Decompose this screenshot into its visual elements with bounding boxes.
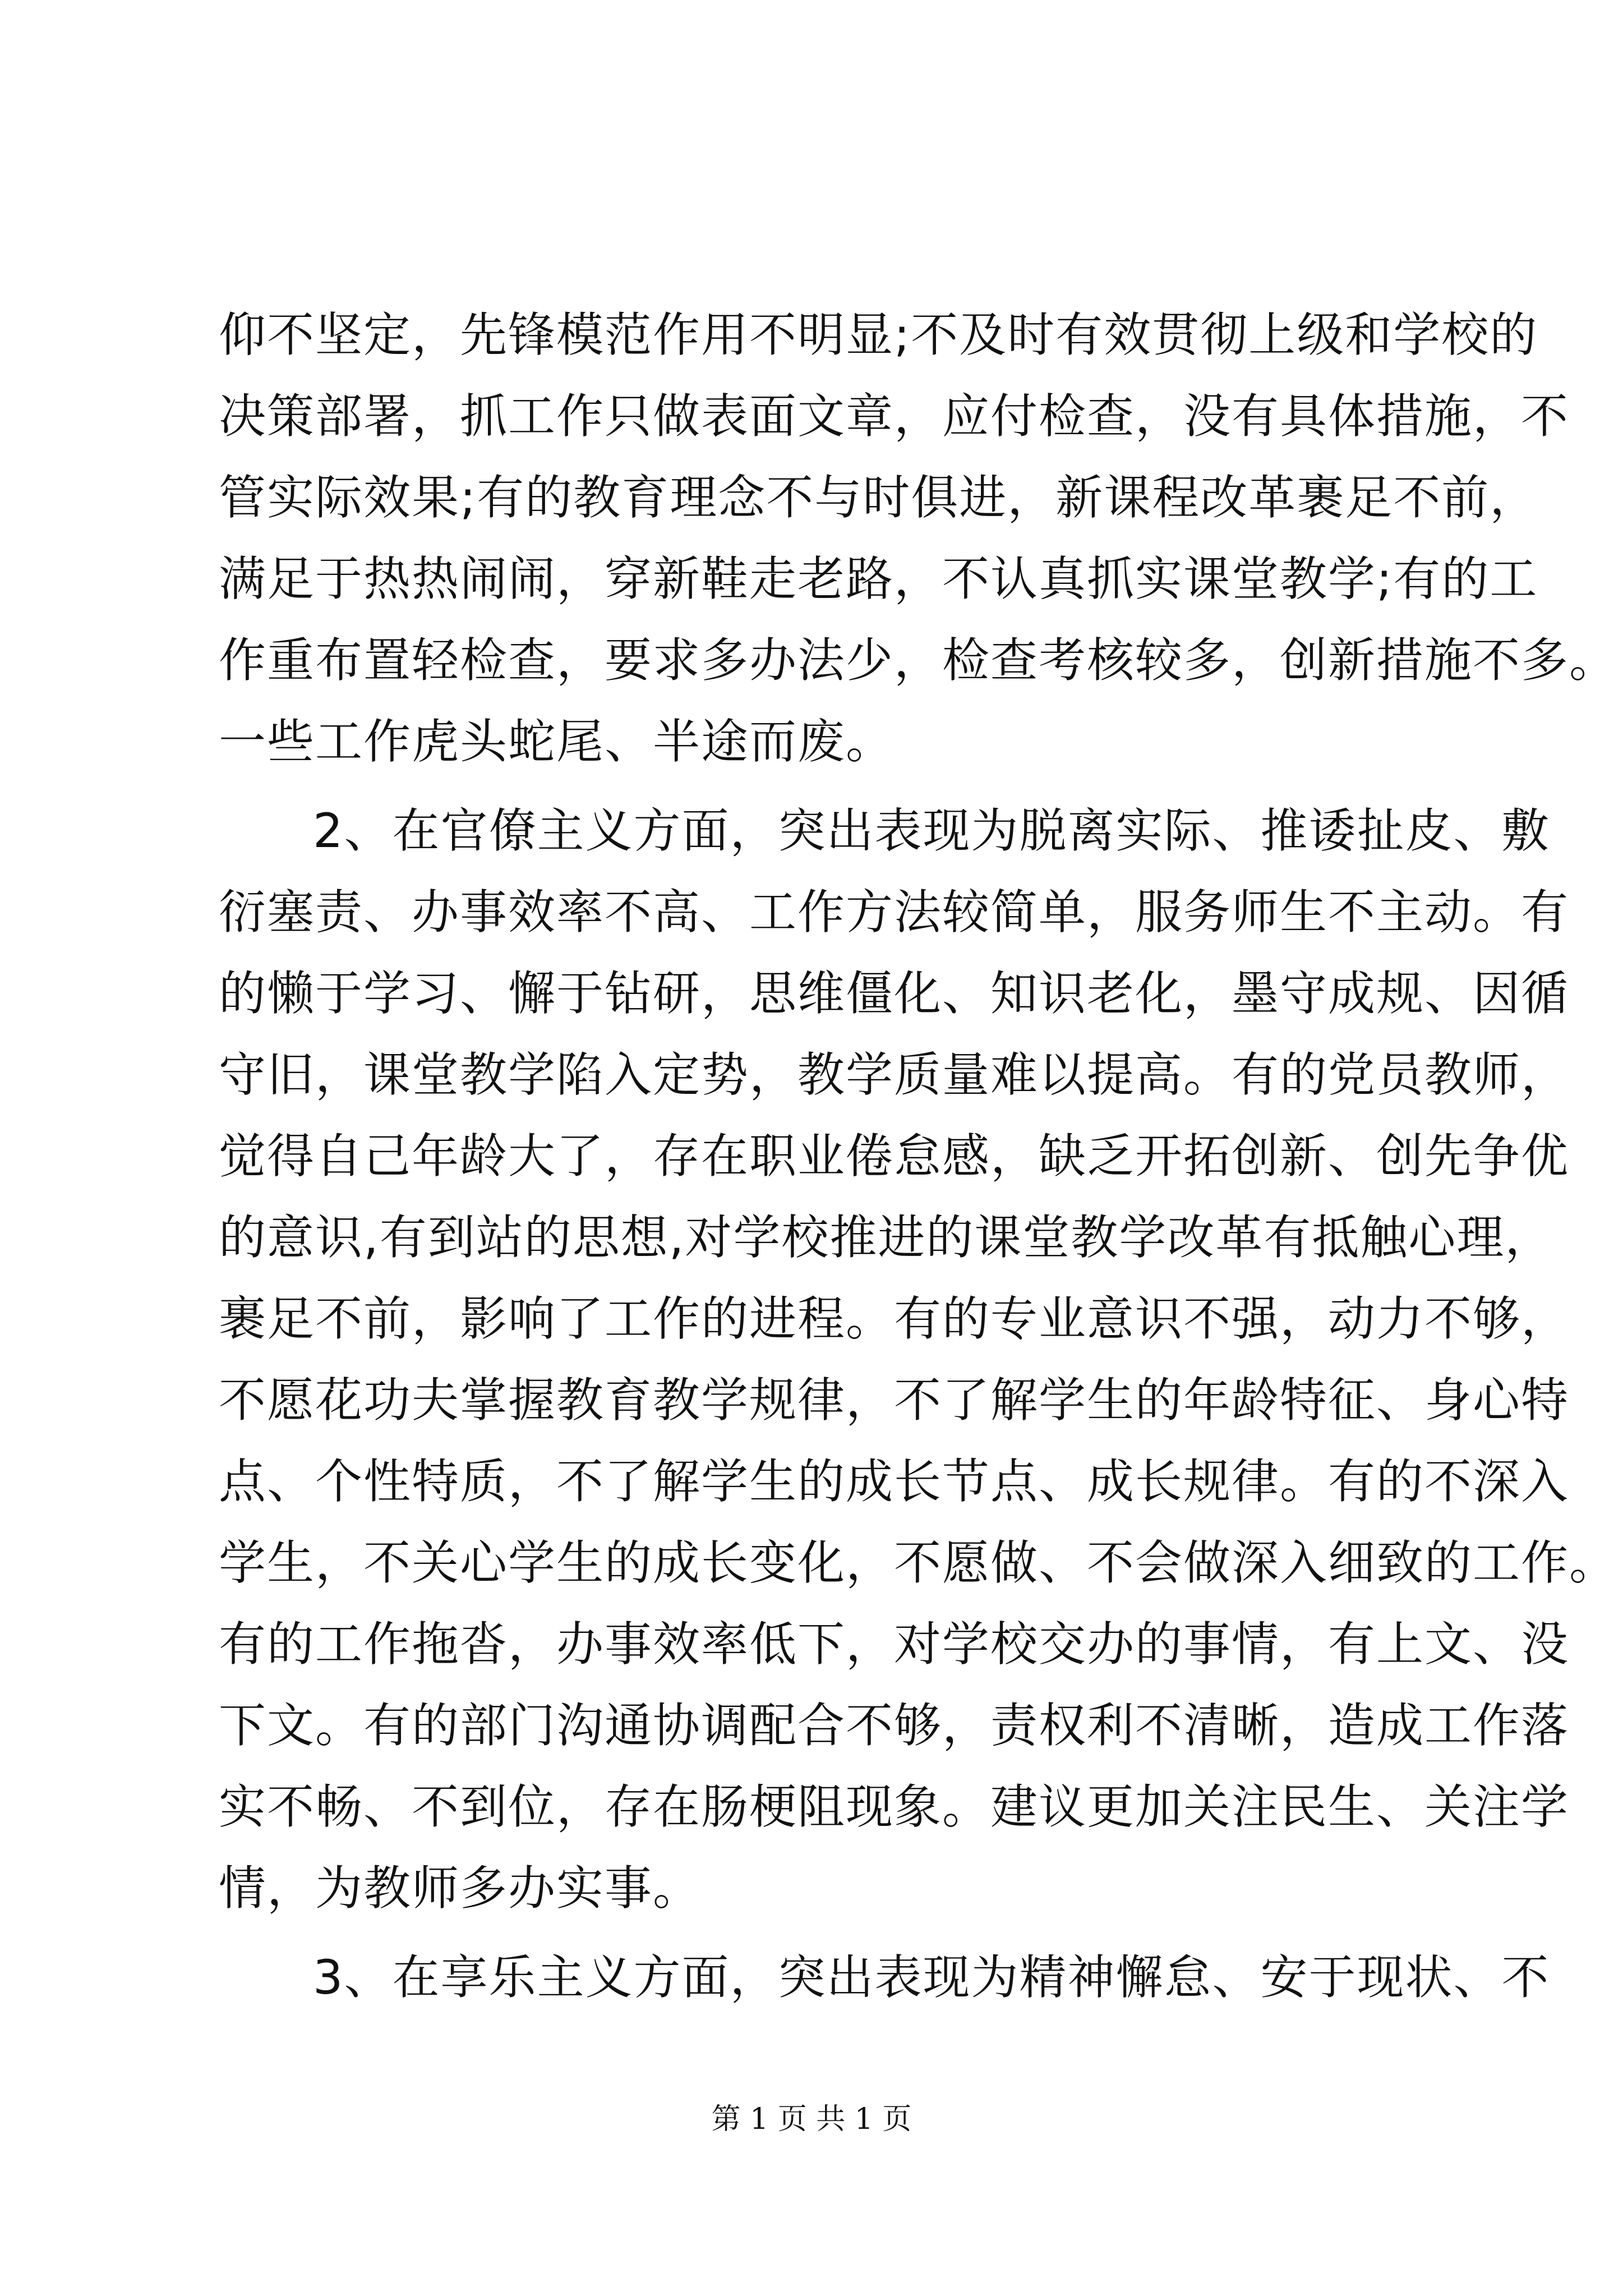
text-line: 仰不坚定，先锋模范作用不明显;不及时有效贯彻上级和学校的: [219, 307, 1538, 362]
body-text: [219, 295, 1618, 2018]
text-line: 不愿花功夫掌握教育教学规律，不了解学生的年龄特征、身心特: [219, 1373, 1570, 1428]
text-line: 决策部署，抓工作只做表面文章，应付检查，没有具体措施，不: [219, 389, 1570, 444]
page-footer: [0, 2095, 1623, 2137]
page-number-label: 第 1 页 共 1 页: [711, 2102, 912, 2136]
text-line: 实不畅、不到位，存在肠梗阻现象。建议更加关注民生、关注学: [219, 1779, 1570, 1834]
paragraph-spacer: [219, 783, 1419, 790]
text-line: 一些工作虎头蛇尾、半途而废。: [219, 714, 895, 769]
text-line: 作重布置轻检查，要求多办法少，检查考核较多，创新措施不多。: [219, 633, 1618, 688]
text-line: 觉得自己年龄大了，存在职业倦怠感，缺乏开拓创新、创先争优: [219, 1129, 1570, 1184]
text-line: 2、在官僚主义方面，突出表现为脱离实际、推诿扯皮、敷: [313, 803, 1550, 858]
text-line: 衍塞责、办事效率不高、工作方法较简单，服务师生不主动。有: [219, 885, 1570, 940]
text-line: 学生，不关心学生的成长变化，不愿做、不会做深入细致的工作。: [219, 1535, 1618, 1590]
paragraph-3: [219, 1937, 1550, 2018]
text-line: 的意识,有到站的思想,对学校推进的课堂教学改革有抵触心理，: [219, 1210, 1553, 1265]
text-line: 下文。有的部门沟通协调配合不够，责权利不清晰，造成工作落: [219, 1698, 1570, 1753]
text-line: 守旧，课堂教学陷入定势，教学质量难以提高。有的党员教师，: [219, 1047, 1570, 1102]
text-line: 有的工作拖沓，办事效率低下，对学校交办的事情，有上文、没: [219, 1617, 1570, 1672]
text-line: 点、个性特质，不了解学生的成长节点、成长规律。有的不深入: [219, 1454, 1570, 1509]
text-line: 满足于热热闹闹，穿新鞋走老路，不认真抓实课堂教学;有的工: [219, 551, 1538, 606]
text-line: 管实际效果;有的教育理念不与时俱进，新课程改革裹足不前，: [219, 470, 1538, 525]
paragraph-1: [219, 295, 1618, 783]
text-line: 的懒于学习、懈于钻研，思维僵化、知识老化，墨守成规、因循: [219, 966, 1570, 1021]
paragraph-spacer: [219, 1929, 1419, 1937]
text-line: 情，为教师多办实事。: [219, 1861, 702, 1916]
text-line: 裹足不前，影响了工作的进程。有的专业意识不强，动力不够，: [219, 1291, 1570, 1346]
paragraph-2: [219, 790, 1618, 1929]
text-line: 3、在享乐主义方面，突出表现为精神懈怠、安于现状、不: [313, 1950, 1550, 2005]
